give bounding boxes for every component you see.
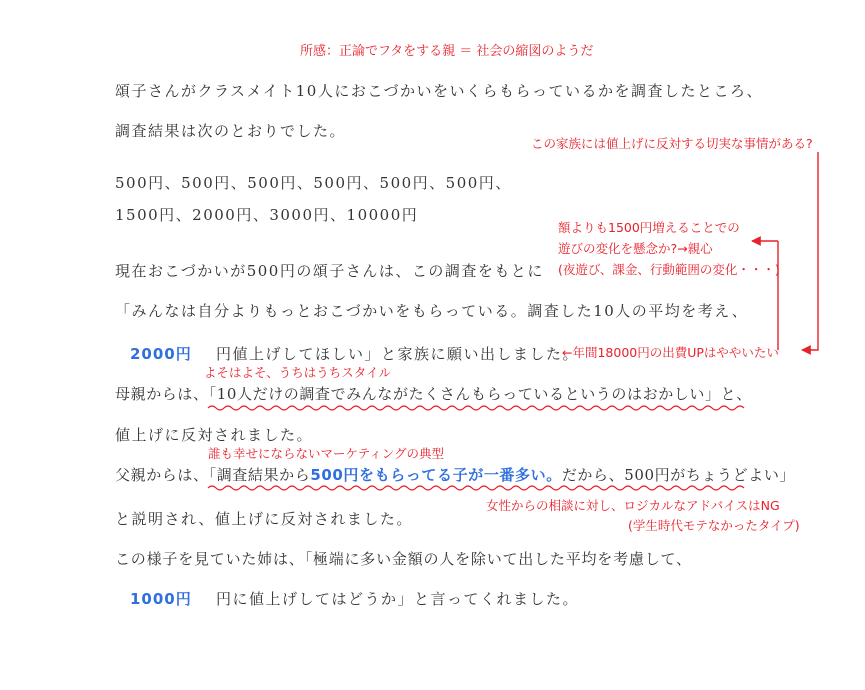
annotation-logic-2: (学生時代モテなかったタイプ) xyxy=(628,518,800,533)
body-line-5: 現在おこづかいが500円の頌子さんは、この調査をもとに xyxy=(115,262,544,280)
annotation-logic-1: 女性からの相談に対し、ロジカルなアドバイスはNG xyxy=(486,498,780,513)
body-line-10-a: 父親からは、「調査結果から xyxy=(115,466,311,484)
body-line-3: 500円、500円、500円、500円、500円、500円、 xyxy=(115,174,512,192)
answer-2000: 2000円 xyxy=(130,345,192,363)
body-line-10-highlight: 500円をもらってる子が一番多い。 xyxy=(310,466,562,484)
annotation-mother: よそはよそ、うちはうちスタイル xyxy=(204,365,392,380)
body-line-10-b: だから、500円がちょうどよい」 xyxy=(561,466,796,484)
body-line-4: 1500円、2000円、3000円、10000円 xyxy=(115,206,419,224)
body-line-2: 調査結果は次のとおりでした。 xyxy=(115,122,347,140)
answer-1000: 1000円 xyxy=(130,590,192,608)
annotation-yearly: ←年間18000円の出費UPはややいたい xyxy=(562,345,779,360)
bracket-arrow-concern xyxy=(752,241,778,350)
header-title: 所感：正論でフタをする親 ＝ 社会の縮図のようだ xyxy=(300,44,594,59)
annotation-concern-3: (夜遊び、課金、行動範囲の変化・・・) xyxy=(558,262,780,277)
body-line-9: 値上げに反対されました。 xyxy=(115,426,314,444)
body-line-12: この様子を見ていた姉は、「極端に多い金額の人を除いて出した平均を考慮して、 xyxy=(115,550,692,568)
wavy-underline-mother xyxy=(208,406,744,410)
body-line-11: と説明され、値上げに反対されました。 xyxy=(115,510,413,528)
body-line-10 xyxy=(115,464,795,485)
bracket-arrow-reason xyxy=(802,152,818,350)
body-line-13: 円に値上げしてはどうか」と言ってくれました。 xyxy=(216,590,580,608)
annotation-concern-1: 額よりも1500円増えることでの xyxy=(558,220,740,235)
wavy-underline-father xyxy=(208,486,744,490)
annotation-father: 誰も幸せにならないマーケティングの典型 xyxy=(208,446,445,461)
body-line-8: 母親からは、「10人だけの調査でみんながたくさんもらっているというのはおかしい」と、 xyxy=(115,385,752,403)
annotation-family-reason: この家族には値上げに反対する切実な事情がある? xyxy=(531,136,813,151)
body-line-1: 頌子さんがクラスメイト10人におこづかいをいくらもらっているかを調査したところ、 xyxy=(115,82,764,100)
annotation-concern-2: 遊びの変化を懸念か?→親心 xyxy=(558,241,713,256)
body-line-6: 「みんなは自分よりもっとおこづかいをもらっている。調査した10人の平均を考え、 xyxy=(115,302,749,320)
body-line-7: 円値上げしてほしい」と家族に願い出しました。 xyxy=(216,345,580,363)
